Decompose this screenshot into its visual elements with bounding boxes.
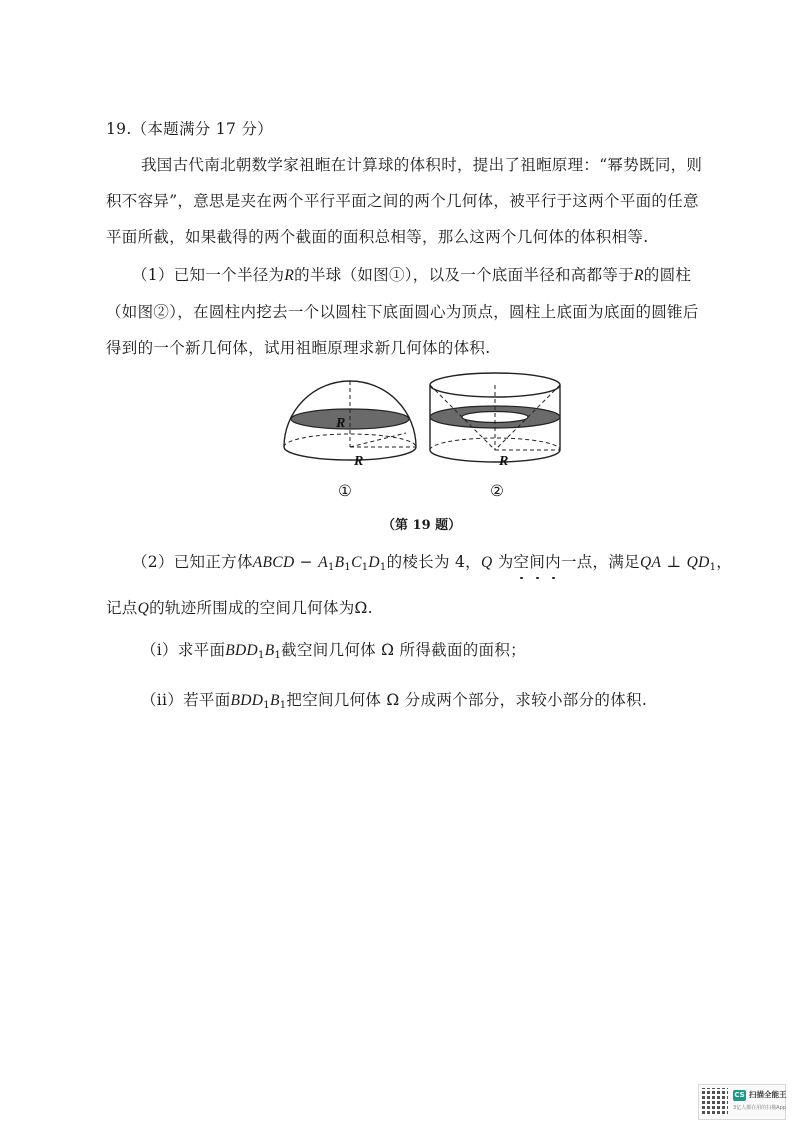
point-q: Q (480, 554, 493, 571)
vertex-b1: B (264, 642, 275, 659)
part1-text-b: 的半球（如图①），以及一个底面半径和高都等于 (294, 266, 635, 284)
part1-line-2: （如图②），在圆柱内挖去一个以圆柱下底面圆心为顶点，圆柱上底面为底面的圆锥后 (106, 303, 699, 321)
fig1-r-label-bottom: R (354, 454, 364, 469)
emphasis-char: 空 (513, 553, 530, 571)
cube-base-label: ABCD (252, 554, 295, 571)
part2-line-1 (132, 551, 732, 579)
radius-symbol: R (284, 267, 295, 284)
cylinder-figure (425, 370, 565, 470)
camscanner-logo-icon: CS (734, 1091, 745, 1099)
vertex-a1: A (318, 554, 328, 571)
segment-qd1: QD (686, 554, 710, 571)
sub-ii-text-b: 把空间几何体 Ω 分成两个部分，求较小部分的体积. (286, 691, 648, 709)
hemisphere-figure (280, 375, 420, 470)
vertex-b1: B (269, 692, 280, 709)
point-q: Q (137, 600, 150, 617)
subquestion-i (141, 639, 526, 667)
sub-ii-text-a: （ii）若平面 (141, 691, 231, 709)
figure-caption: （第 19 题） (382, 518, 462, 533)
subscript: 1 (274, 650, 282, 661)
part2-prefix: （2）已知正方体 (132, 553, 253, 571)
comma: ， (716, 553, 733, 571)
intro-line-3: 平面所截，如果截得的两个截面的面积总相等，那么这两个几何体的体积相等. (106, 228, 649, 246)
part1-text-c: 的圆柱 (643, 266, 692, 284)
minus-sign: − (294, 553, 319, 571)
mid-text-a: 为 (497, 553, 514, 571)
vertex-b1: B (334, 554, 345, 571)
sub-i-text-b: 截空间几何体 Ω 所得截面的面积； (281, 641, 526, 659)
perp-symbol: ⊥ (661, 553, 687, 571)
figure-2-label: ② (490, 482, 505, 500)
plane-bdd1b1: BDD (230, 692, 264, 709)
subscript: 1 (709, 562, 717, 573)
edge-text: 的棱长为 4， (386, 553, 481, 571)
sub-i-text-a: （i）求平面 (141, 641, 226, 659)
vertex-d1: D (368, 554, 380, 571)
subscript: 1 (279, 700, 287, 711)
part1-line-1 (132, 264, 691, 287)
emphasis-char: 内 (545, 553, 561, 571)
part2-line-2 (106, 597, 373, 620)
qr-code-pattern (702, 1088, 728, 1114)
plane-bdd1b1: BDD (225, 642, 259, 659)
mid-text-b: 一点，满足 (560, 553, 640, 571)
subscript: 1 (379, 562, 387, 573)
subscript: 1 (344, 562, 352, 573)
subscript: 1 (258, 650, 265, 661)
emphasis-char: 间 (529, 553, 546, 571)
subscript: 1 (327, 562, 335, 573)
fig1-r-label-top: R (336, 416, 346, 431)
part1-text-a: （1）已知一个半径为 (132, 266, 285, 284)
scanner-app-name: 扫描全能王 (749, 1090, 787, 1099)
vertex-c1: C (351, 554, 362, 571)
question-number: 19.（本题满分 17 分） (106, 120, 273, 138)
intro-line-2: 积不容异”，意思是夹在两个平行平面之间的两个几何体，被平行于这两个平面的任意 (106, 192, 699, 210)
radius-symbol: R (634, 267, 644, 284)
subscript: 1 (263, 700, 270, 711)
segment-qa: QA (639, 554, 662, 571)
part1-line-3: 得到的一个新几何体，试用祖暅原理求新几何体的体积. (106, 339, 491, 357)
line2-text-a: 记点 (106, 599, 138, 617)
subquestion-ii (141, 689, 647, 717)
scanner-tagline: 3亿人都在用的扫描App (733, 1105, 786, 1111)
subscript: 1 (361, 562, 369, 573)
figure-1-label: ① (338, 482, 353, 500)
fig2-r-label: R (499, 454, 509, 469)
line2-text-b: 的轨迹所围成的空间几何体为Ω. (149, 599, 373, 617)
intro-line-1: 我国古代南北朝数学家祖暅在计算球的体积时，提出了祖暅原理：“幂势既同，则 (141, 156, 703, 174)
